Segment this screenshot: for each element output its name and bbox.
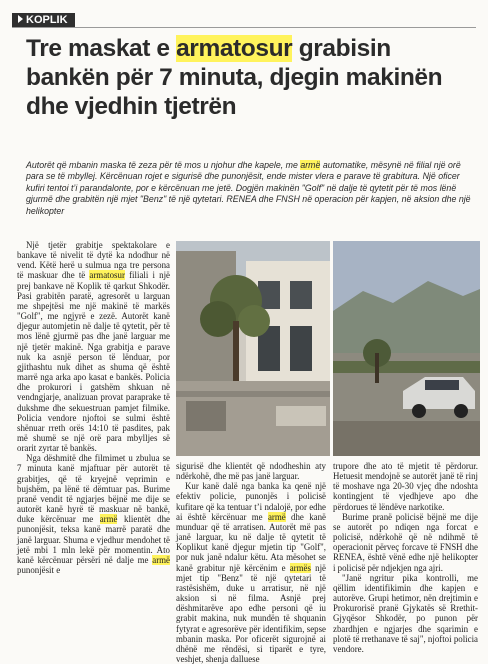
headline-text-start: Tre maskat e	[26, 35, 177, 62]
text-run: punonjësit e	[17, 565, 61, 575]
car-scene-photo	[333, 241, 480, 456]
highlight-word: armatosur	[89, 270, 125, 281]
article-paragraph: trupore dhe ato të mjetit të përdorur. Hetuesit mendojnë se autorët janë të rinj të moshave nga 20-30 vjeç dhe ndoshta kontingjent të vjedhjeve apo dhe përdorues të lëndëve narkotike.	[333, 461, 478, 512]
text-run: Një tjetër grabitje spektakolare e bankave të nivelit të dytë ka ndodhur në vend. Këtë herë u sulmua nga tre persona të maskuar dhe të	[17, 240, 170, 281]
bank-exterior-photo	[176, 241, 330, 456]
article-paragraph: Burime pranë policisë bëjnë me dije se autorët po ndiqen nga forcat e policisë, ndërkohë që në ndihmë të operacionit përveç forcave të FNSH dhe RENEA, është vënë edhe një helikopter i policisë për ndjekjen nga ajri.	[333, 511, 478, 573]
headline	[26, 34, 476, 121]
article-paragraph	[17, 453, 170, 575]
triangle-icon	[18, 15, 23, 23]
article-paragraph: sigurisë dhe klientët që ndodheshin aty ndërkohë, dhe më pas janë larguar.	[176, 461, 326, 482]
top-rule	[12, 27, 476, 28]
article-paragraph	[17, 240, 170, 453]
bank-building-image	[176, 241, 330, 456]
text-run: dhe kanë munduar që të arratisen. Autorët më pas janë larguar, ku në dalje të qytetit të Koplikut kanë djegur mjetin tip "Golf", por nuk janë ndalur këtu. Ata mësohet se kanë grabitur një kërcënim e	[176, 511, 326, 573]
article-column-2	[176, 461, 326, 664]
article-column-3	[333, 461, 478, 654]
article-column-1	[17, 240, 170, 595]
highlight-word: armë	[152, 554, 170, 565]
lead-text-start: Autorët që mbanin maska të zeza për të mos u njohur dhe kapele, me	[26, 160, 301, 170]
police-car-image	[333, 241, 480, 456]
lead-paragraph	[26, 160, 478, 217]
text-run: një mjet tip "Benz" të një qytetari të rastësishëm, duke u arratisur, në një aksion si në filma. Asnjë prej dëshmitarëve apo edhe personi që iu grabit makina, nuk mundën të shquanin fytyrat e agresorëve për identifikim, sepse mbanin maska. Por oficerët sigurojnë ai dhënë me rëndësi, si tiparët e tyre, veshjet, shenja dalluese	[176, 562, 326, 664]
text-run: Nga dëshmitë dhe filmimet u zbulua se 7 minuta kanë mjaftuar për autorët të grabitjes, që të kryejnë veprimin e bujshëm, pa lënë të dëmtuar pas. Burime pranë vendit të ngjarjes bëjnë me dije se autorët kanë hyrë të maskuar në bankë, duke kërcënuar me	[17, 453, 170, 525]
headline-highlight: armatosur	[176, 35, 293, 62]
article-paragraph	[176, 481, 326, 664]
section-label: KOPLIK	[26, 14, 68, 26]
headline-text-end: grabisin bankën për 7 minuta, djegin makinën dhe vjedhin tjetrën	[26, 35, 443, 120]
text-run: klientët dhe punonjësit, teksa kanë marrë paratë dhe janë larguar. Shuma e vjedhur mendohet të jetë mbi 1 mln lekë për momentin. Ato kanë kërcënuar përsëri në dalje me	[17, 514, 170, 565]
highlight-word: armë	[267, 511, 286, 522]
article-paragraph: "Janë ngritur pika kontrolli, me qëllim identifikimin dhe kapjen e autorëve. Grupi hetimor, nën drejtimin e Prokurorisë pranë Gjykatës së Rrethit-Gjyqësor Shkodër, po punon për zbardhjen e ngjarjes dhe sqarimin e plotë të rrethanave të saj", njoftoi policia vendore.	[333, 572, 478, 654]
text-run: filiali i një prej bankave në Koplik të qarkut Shkodër. Pasi grabitën paratë, agresorët u larguan me shpejtësi me një makinë të markës "Golf", me ngjyrë e zezë. Autorët kanë djegur automjetin në dalje të qytetit, për të mos lënë gjurmë pas dhe janë larguar me një tjetër makinë. Nga grabitja e parave nuk ka asnjë person të lënduar, por gjithashtu nuk dihet as shuma që është marrë nga arka apo kasat e bankës. Policia dhe prokurori i gatshëm shkuan në vendngjarje, analizuan provat paraprake të dukshme dhe sekuestruan pamjet filmike. Policia vendore njoftoi se sulmi është shënuar rreth orës 14:10 të pasdites, pak më shumë se një orë para mbylljes së orarit zyrtar të bankës.	[17, 270, 170, 454]
highlight-word: armë	[99, 514, 118, 525]
highlight-word: armës	[289, 562, 311, 573]
lead-text-end: automatike, mësynë në filial një orë para se të mbyllej. Kërcënuan rojet e sigurisë dhe punonjësit, ende mister vlera e parave të grabitura. Një oficer kufiri tentoi t’i parandalonte, por e kërcënuan me jetë. Dogjën makinën "Golf" në dalje të qytetit për të mos lënë gjurmë dhe grabitën një mjet "Benz" të një qytetari. RENEA dhe FNSH në operacion për kapjen, në aksion dhe një helikopter	[26, 160, 471, 216]
text-run: Kur kanë dalë nga banka ka qenë një efektiv policie, punonjës i policisë kufitare që ka tentuar t’i ndalojë, por edhe ai është kërcënuar me	[176, 481, 326, 522]
lead-highlight: armë	[300, 160, 321, 170]
section-tag	[12, 13, 75, 27]
